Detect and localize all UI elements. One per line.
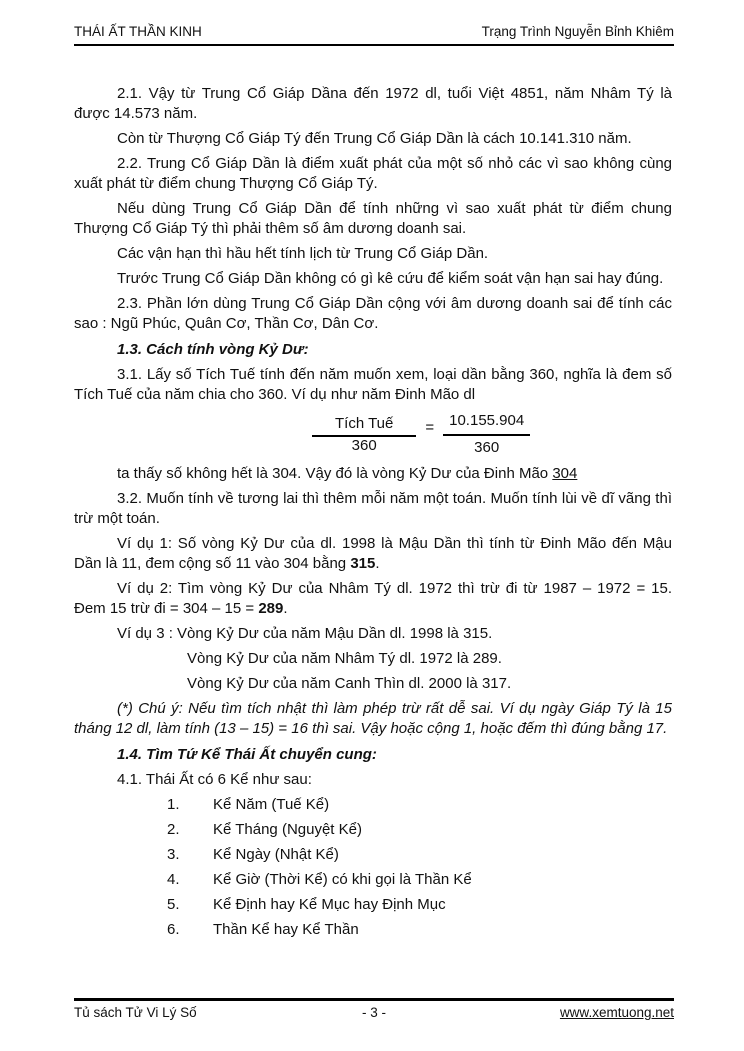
fraction-right	[443, 411, 530, 458]
page-header	[74, 24, 674, 46]
vi-du-1-text: Ví dụ 1: Số vòng Kỷ Dư của dl. 1998 là Mậu Dần thì tính từ Đinh Mão đến Mậu Dần là 11, đem cộng số 11 vào 304 bằng	[74, 535, 672, 572]
paragraph-vi-du-2	[74, 579, 672, 619]
paragraph-cac-van-han: Các vận hạn thì hầu hết tính lịch từ Trung Cổ Giáp Dần.	[117, 245, 489, 262]
list-item-number: 4.	[167, 871, 180, 888]
vi-du-2-period: .	[283, 600, 288, 617]
paragraph-2-2: 2.2. Trung Cổ Giáp Dần là điểm xuất phát của một số nhỏ các vì sao không cùng xuất phát từ điểm chung Thượng Cổ Giáp Tý.	[74, 155, 672, 192]
paragraph-ta-thay-text: ta thấy số không hết là 304. Vậy đó là vòng Kỷ Dư của Đinh Mão	[117, 465, 553, 482]
paragraph-vi-du-3: Ví dụ 3 : Vòng Kỷ Dư của năm Mậu Dần dl. 1998 là 315.	[117, 625, 493, 642]
paragraph-2-3: 2.3. Phần lớn dùng Trung Cổ Giáp Dần cộng với âm dương doanh sai để tính các sao : Ngũ Phúc, Quân Cơ, Thần Cơ, Dân Cơ.	[74, 295, 672, 332]
list-item-number: 6.	[167, 921, 180, 938]
page-footer	[74, 998, 674, 1020]
list-item-number: 3.	[167, 846, 180, 863]
fraction-left	[312, 414, 416, 456]
fraction-right-denominator: 360	[474, 439, 500, 456]
paragraph-chu-y-note: (*) Chú ý: Nếu tìm tích nhật thì làm phép trừ rất dễ sai. Ví dụ ngày Giáp Tý là 15 tháng 12 dl, làm tính (13 – 15) = 16 thì sai. Vậy hoặc cộng 1, hoặc đếm thì đúng bằng 17.	[74, 700, 672, 737]
section-heading-1-3: 1.3. Cách tính vòng Kỷ Dư:	[117, 341, 309, 358]
page-number: - 3 -	[361, 1005, 386, 1020]
fraction-left-denominator: 360	[351, 436, 377, 454]
footer-website-link[interactable]: www.xemtuong.net	[559, 1005, 674, 1020]
list-item	[167, 820, 672, 840]
paragraph-ta-thay	[74, 464, 672, 484]
paragraph-4-1: 4.1. Thái Ất có 6 Kể như sau:	[117, 771, 312, 788]
list-item-text: Kể Tháng (Nguyệt Kể)	[213, 821, 362, 838]
paragraph-truoc-trung-co: Trước Trung Cổ Giáp Dần không có gì kê cứu để kiểm soát vận hạn sai hay đúng.	[117, 270, 664, 287]
list-item-text: Kể Giờ (Thời Kể) có khi gọi là Thần Kể	[213, 871, 472, 888]
list-item-number: 5.	[167, 896, 180, 913]
paragraph-thuong-co: Còn từ Thượng Cổ Giáp Tý đến Trung Cổ Giáp Dần là cách 10.141.310 năm.	[117, 130, 632, 147]
paragraph-vi-du-3-line2: Vòng Kỷ Dư của năm Nhâm Tý dl. 1972 là 289.	[187, 650, 502, 667]
list-item-text: Kể Ngày (Nhật Kể)	[213, 846, 339, 863]
list-item	[167, 845, 672, 865]
header-title-right: Trạng Trình Nguyễn Bỉnh Khiêm	[481, 24, 674, 39]
paragraph-3-2: 3.2. Muốn tính về tương lai thì thêm mỗi năm một toán. Muốn tính lùi về dĩ vãng thì trừ một toán.	[74, 490, 672, 527]
list-item	[167, 795, 672, 815]
paragraph-2-1: 2.1. Vậy từ Trung Cổ Giáp Dầna đến 1972 dl, tuổi Việt 4851, năm Nhâm Tý là được 14.573 năm.	[74, 85, 672, 122]
fraction-formula	[312, 411, 530, 458]
fraction-right-numerator: 10.155.904	[443, 411, 530, 436]
vi-du-1-period: .	[375, 555, 380, 572]
list-item-number: 2.	[167, 821, 180, 838]
page-body	[74, 84, 672, 945]
bold-315: 315	[350, 555, 376, 572]
footer-series-title: Tủ sách Tử Vi Lý Số	[74, 1005, 197, 1020]
ke-list	[167, 795, 672, 940]
fraction-left-numerator: Tích Tuế	[312, 415, 416, 437]
list-item	[167, 920, 672, 940]
list-item	[167, 895, 672, 915]
list-item-text: Kể Năm (Tuế Kể)	[213, 796, 330, 813]
underlined-304: 304	[552, 465, 578, 482]
paragraph-vi-du-3-line3: Vòng Kỷ Dư của năm Canh Thìn dl. 2000 là 317.	[187, 675, 512, 692]
paragraph-vi-du-1	[74, 534, 672, 574]
list-item-number: 1.	[167, 796, 180, 813]
vi-du-2-text: Ví dụ 2: Tìm vòng Kỷ Dư của Nhâm Tý dl. 1972 thì trừ đi từ 1987 – 1972 = 15. Đem 15 trừ đi = 304 – 15 =	[74, 580, 672, 617]
bold-289: 289	[258, 600, 284, 617]
list-item-text: Kể Định hay Kể Mục hay Định Mục	[213, 896, 446, 913]
header-title-left: THÁI ẤT THẦN KINH	[74, 24, 202, 39]
section-heading-1-4: 1.4. Tìm Tứ Kể Thái Ất chuyển cung:	[117, 746, 377, 763]
equals-sign: =	[425, 418, 435, 436]
list-item-text: Thần Kể hay Kể Thần	[213, 921, 359, 938]
paragraph-neu-dung: Nếu dùng Trung Cổ Giáp Dần để tính những vì sao xuất phát từ điểm chung Thượng Cổ Giáp Tý thì phải thêm số âm dương doanh sai.	[74, 200, 672, 237]
paragraph-3-1: 3.1. Lấy số Tích Tuế tính đến năm muốn xem, loại dần bằng 360, nghĩa là đem số Tích Tuế của năm chia cho 360. Ví dụ như năm Đinh Mão dl	[74, 366, 672, 403]
list-item	[167, 870, 672, 890]
